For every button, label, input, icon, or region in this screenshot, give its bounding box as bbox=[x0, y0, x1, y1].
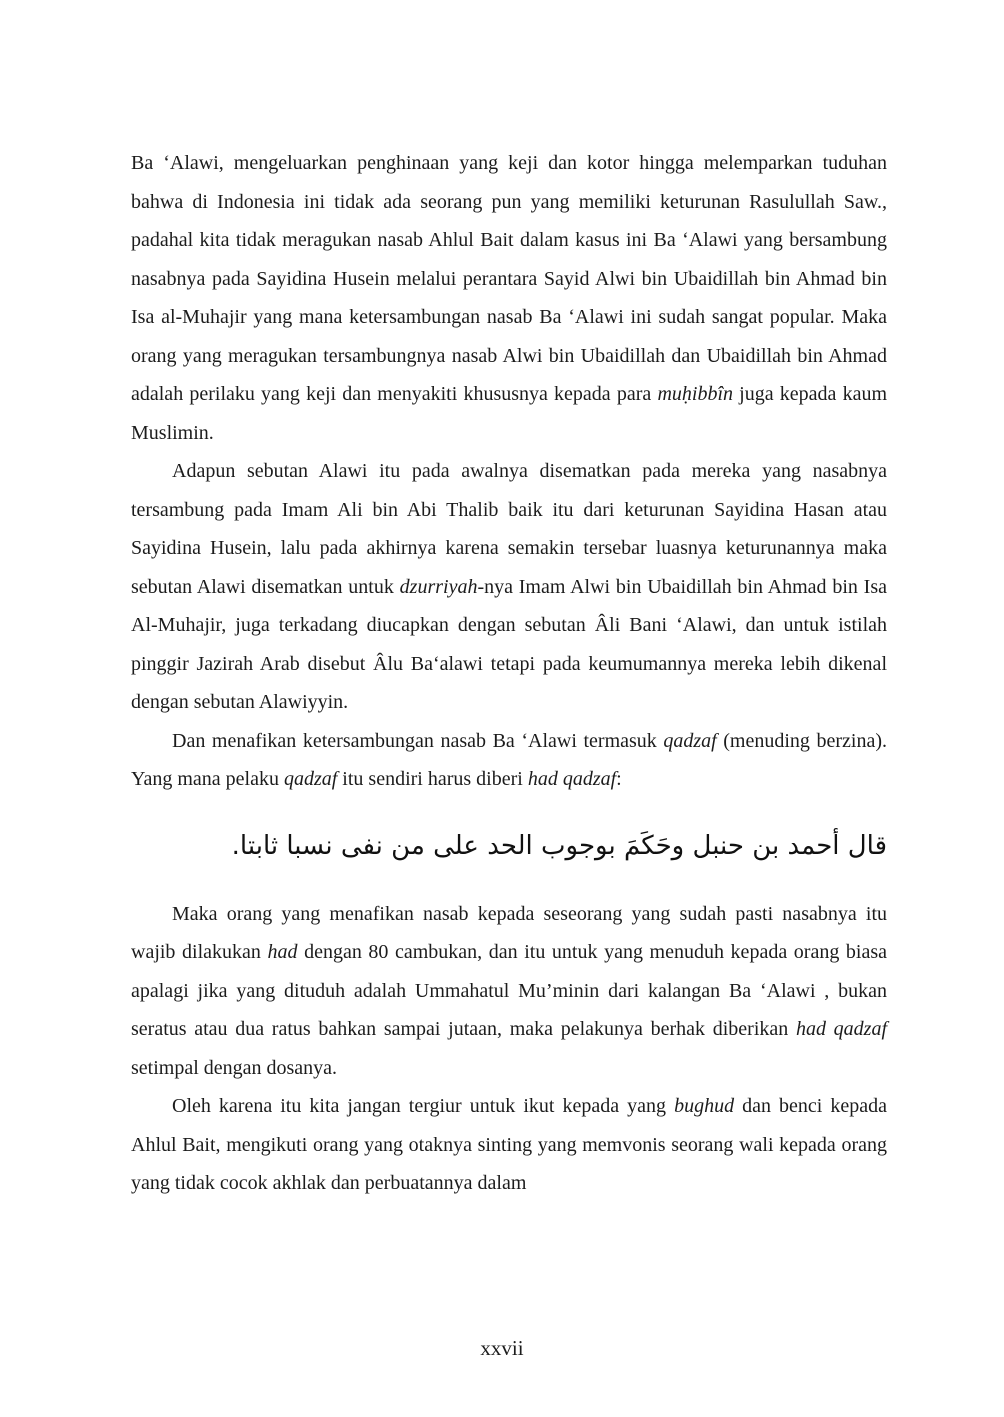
text-run: itu sendiri harus diberi bbox=[337, 768, 528, 790]
text-run: Oleh karena itu kita jangan tergiur untuk ikut kepada yang bbox=[172, 1095, 675, 1118]
paragraph-3 bbox=[131, 722, 887, 799]
italic-term: dzurriyah bbox=[399, 575, 478, 598]
text-run: dengan 80 cambukan, dan itu untuk yang menuduh kepada orang biasa apalagi jika yang dituduh adalah Ummahatul Mu’minin dari kalangan Ba ‘Alawi , bukan seratus atau dua ratus bahkan sampai jutaan, maka pelakunya berhak diberikan bbox=[131, 941, 887, 1041]
text-run: juga kepada kaum Muslimin. bbox=[131, 383, 887, 444]
italic-term: qadzaf bbox=[283, 768, 338, 790]
text-run: -nya Imam Alwi bin Ubaidillah bin Ahmad bin Isa Al-Muhajir, juga terkadang diucapkan dengan sebutan Âli Bani ‘Alawi, dan untuk istilah pinggir Jazirah Arab disebut Âlu Ba‘alawi tetapi pada keumumannya mereka lebih dikenal dengan sebutan Alawiyyin. bbox=[131, 575, 887, 713]
page-number: xxvii bbox=[480, 1336, 524, 1360]
italic-term: muḥibbîn bbox=[657, 383, 733, 405]
italic-term: bughud bbox=[674, 1095, 735, 1118]
text-run: setimpal dengan dosanya. bbox=[131, 1056, 338, 1079]
paragraph-4 bbox=[131, 895, 887, 1088]
italic-term: qadzaf bbox=[663, 729, 717, 752]
page-content bbox=[131, 144, 887, 1203]
text-run: Adapun sebutan Alawi itu pada awalnya disematkan pada mereka yang nasabnya tersambung pada Imam Ali bin Abi Thalib baik itu dari keturunan Sayidina Hasan atau Sayidina Husein, lalu pada akhirnya karena semakin tersebar luasnya keturunannya maka sebutan Alawi disematkan untuk bbox=[131, 460, 887, 598]
paragraph-2 bbox=[131, 452, 887, 722]
italic-term: had qadzaf bbox=[527, 768, 617, 790]
italic-term: had qadzaf bbox=[795, 1018, 888, 1041]
italic-term: had bbox=[267, 941, 298, 964]
arabic-quote: قال أحمد بن حنبل وحَكَمَ بوجوب الحد على من نفى نسبا ثابتا. bbox=[231, 830, 887, 861]
paragraph-1 bbox=[131, 144, 887, 452]
text-run: (menuding berzina). Yang mana pelaku bbox=[131, 729, 887, 790]
text-run: Dan menafikan ketersambungan nasab Ba ‘Alawi termasuk bbox=[172, 729, 664, 752]
text-run: : bbox=[616, 768, 622, 790]
text-run: Ba ‘Alawi, mengeluarkan penghinaan yang keji dan kotor hingga melemparkan tuduhan bahwa di Indonesia ini tidak ada seorang pun yang memiliki keturunan Rasulullah Saw., padahal kita tidak meragukan nasab Ahlul Bait dalam kasus ini Ba ‘Alawi yang bersambung nasabnya pada Sayidina Husein melalui perantara Sayid Alwi bin Ubaidillah bin Ahmad bin Isa al-Muhajir yang mana ketersambungan nasab Ba ‘Alawi ini sudah sangat popular. Maka orang yang meragukan tersambungnya nasab Alwi bin Ubaidillah dan Ubaidillah bin Ahmad adalah perilaku yang keji dan menyakiti khususnya kepada para bbox=[131, 152, 887, 405]
text-run: dan benci kepada Ahlul Bait, mengikuti orang yang otaknya sinting yang memvonis seorang wali kepada orang yang tidak cocok akhlak dan perbuatannya dalam bbox=[131, 1095, 887, 1195]
text-run: Maka orang yang menafikan nasab kepada seseorang yang sudah pasti nasabnya itu wajib dilakukan bbox=[131, 902, 887, 964]
paragraph-5 bbox=[131, 1087, 887, 1203]
